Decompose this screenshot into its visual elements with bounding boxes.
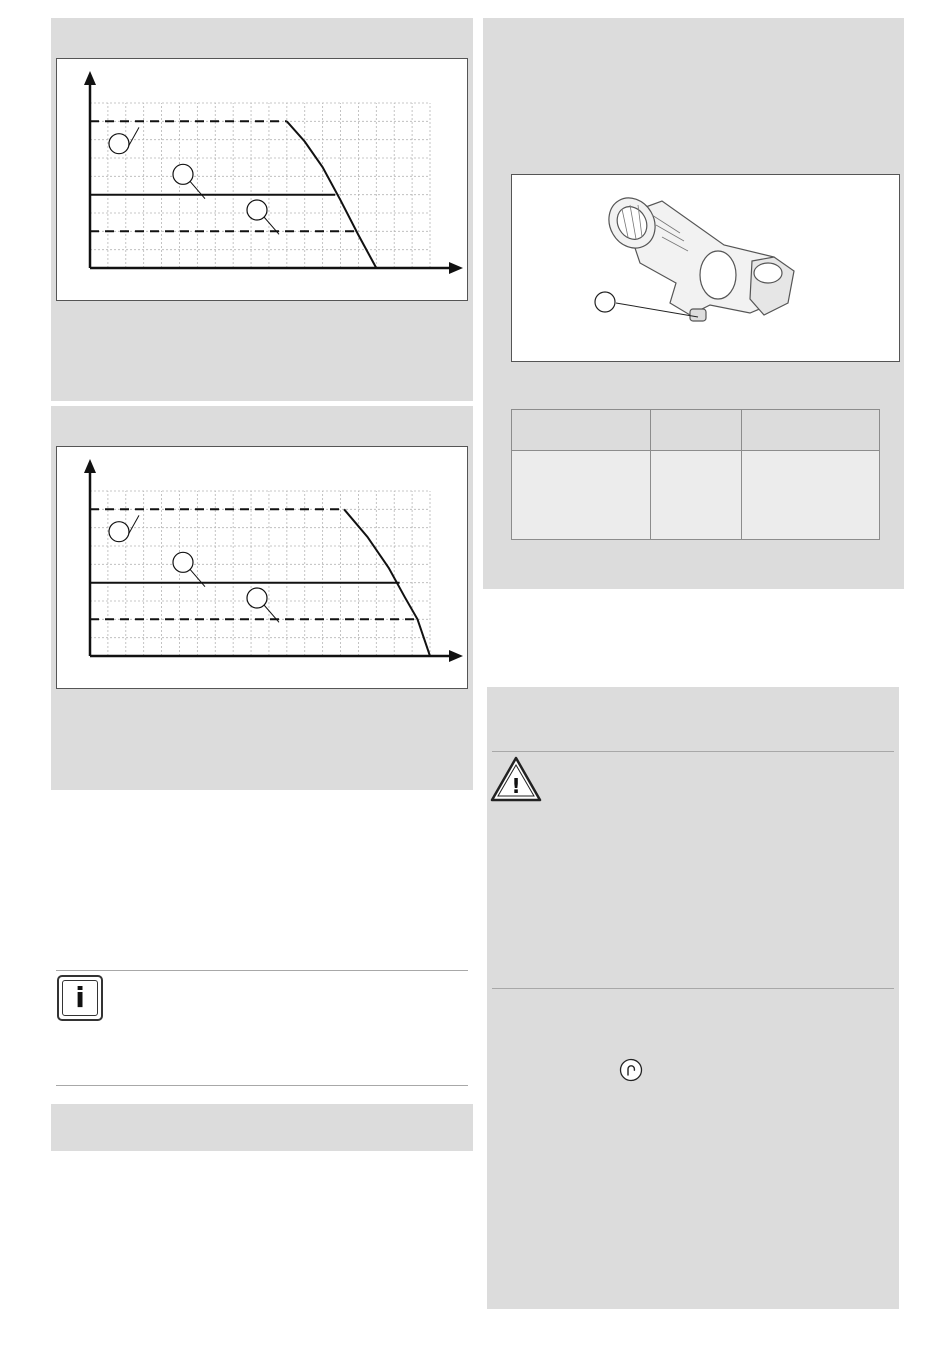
callout-circle [173, 552, 193, 572]
warning-bottom-rule [492, 988, 894, 989]
table-cell [651, 451, 742, 540]
x-axis-arrow [449, 650, 463, 662]
callout-circle [173, 164, 193, 184]
table-header-cell [742, 410, 880, 451]
warning-icon-glyph: ! [511, 774, 521, 798]
chart-figure-2 [56, 446, 468, 689]
callout-circle [109, 134, 129, 154]
valve-drawing [512, 175, 899, 361]
chart-grid [90, 103, 430, 268]
chart-1 [57, 59, 467, 300]
table-header-row [512, 410, 880, 451]
warning-top-rule [492, 751, 894, 752]
info-note-top-rule [56, 970, 468, 971]
section-heading-bar [51, 1104, 473, 1151]
info-icon [57, 975, 103, 1021]
callout-circle [109, 522, 129, 542]
spec-table [511, 409, 880, 540]
info-note-bottom-rule [56, 1085, 468, 1086]
warning-panel [487, 687, 899, 1309]
reset-button-icon [619, 1058, 643, 1082]
table-cell [742, 451, 880, 540]
table-row [512, 451, 880, 540]
chart-2 [57, 447, 467, 688]
callout-circle [247, 200, 267, 220]
component-figure [511, 174, 900, 362]
warning-triangle-icon [490, 756, 542, 802]
table-header-cell [651, 410, 742, 451]
info-icon-glyph: i [75, 981, 85, 1014]
y-axis-arrow [84, 459, 96, 473]
chart-figure-1 [56, 58, 468, 301]
table-header-cell [512, 410, 651, 451]
chart-grid [90, 491, 430, 656]
x-axis-arrow [449, 262, 463, 274]
table-cell [512, 451, 651, 540]
photo-callout-circle [595, 292, 615, 312]
y-axis-arrow [84, 71, 96, 85]
callout-circle [247, 588, 267, 608]
